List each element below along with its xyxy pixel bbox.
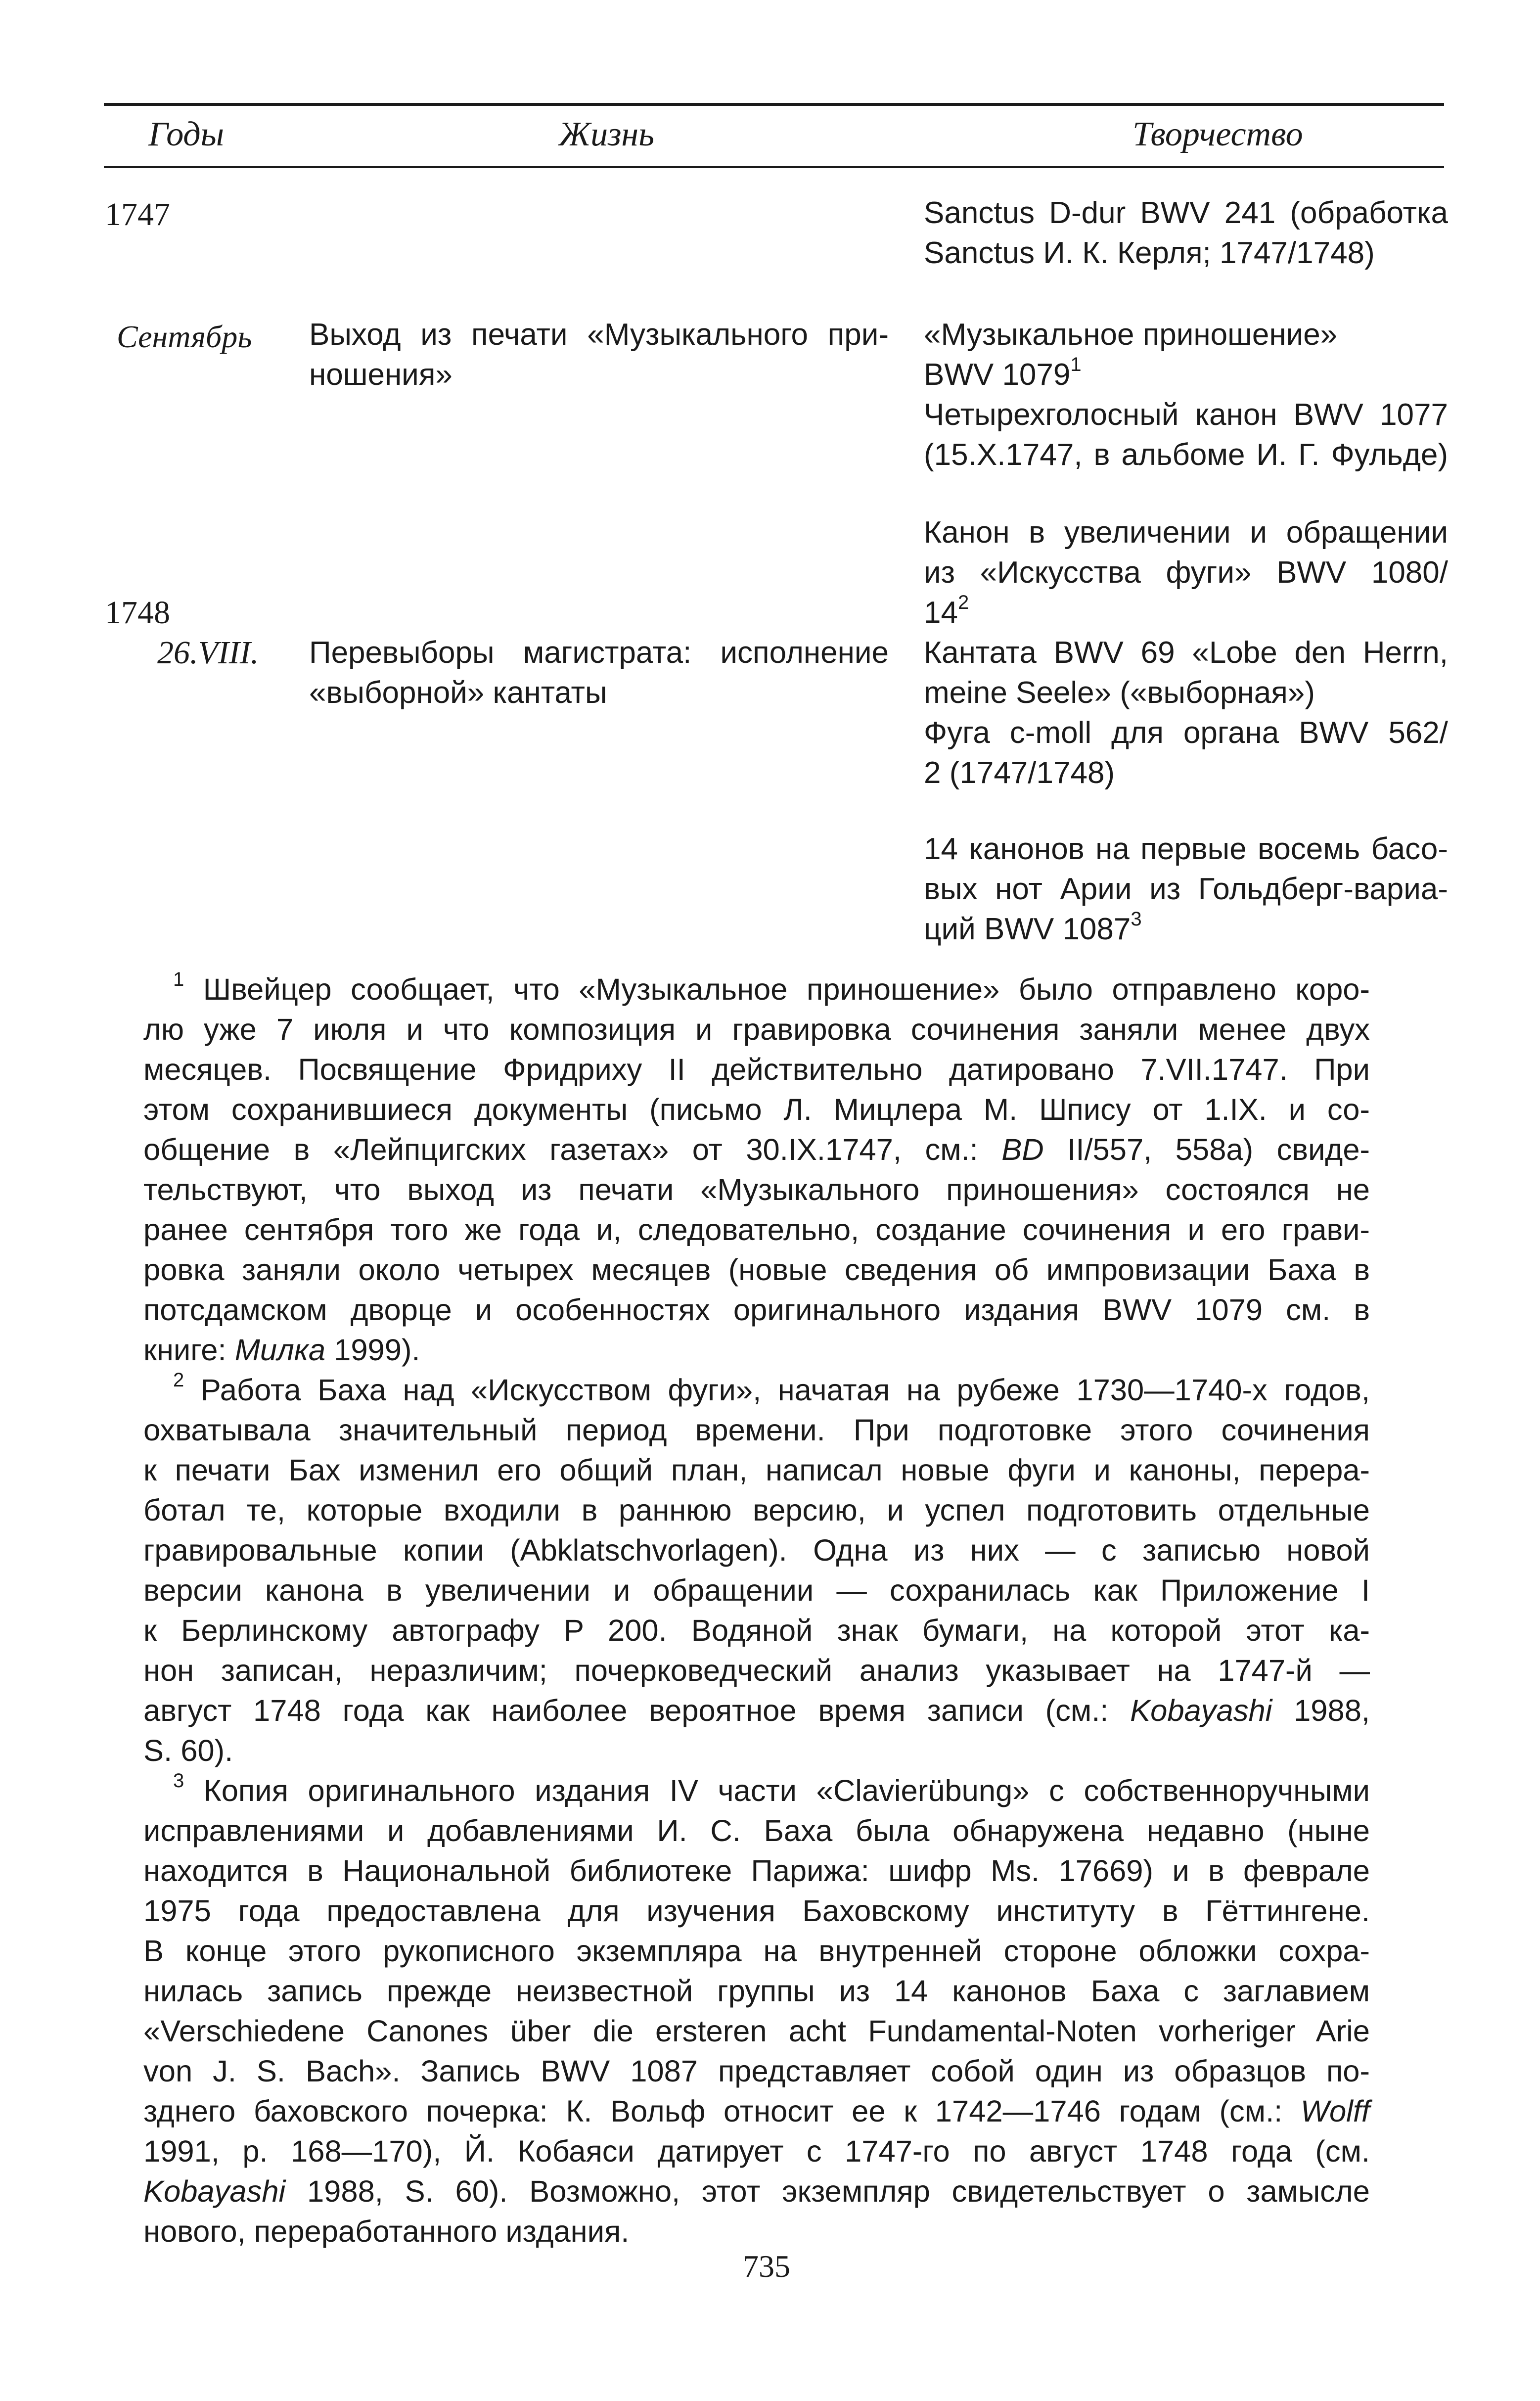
life-september-line: Выход из печати «Музыкального при-	[309, 318, 889, 352]
footnote-citation: Kobayashi	[143, 2174, 286, 2209]
footnote-line: лю уже 7 июля и что композиция и гравировка сочинения заняли менее двух	[143, 1013, 1370, 1047]
footnote-line: «Verschiedene Canones über die ersteren acht Fundamental-Noten vorheriger Arie	[143, 2014, 1370, 2048]
footnote-line: тельствуют, что выход из печати «Музыкального приношения» состоялся не	[143, 1173, 1370, 1207]
life-august	[309, 633, 889, 713]
footnote-line: месяцев. Посвящение Фридриху II действительно датировано 7.VII.1747. При	[143, 1053, 1370, 1087]
footnote-line: находится в Национальной библиотеке Парижа: шифр Ms. 17669) и в феврале	[143, 1854, 1370, 1888]
date-august: 26.VIII.	[157, 635, 259, 671]
page-number: 735	[743, 2249, 790, 2284]
footnote-text: зднего баховского почерка: К. Вольф относит ее к 1742—1746 годам (см.:	[143, 2094, 1301, 2128]
works-1747-line: Sanctus D-dur BWV 241 (обработка	[924, 196, 1448, 230]
header-life: Жизнь	[559, 115, 655, 153]
works-14-canons-line: вых нот Арии из Гольдберг-вариа-	[924, 872, 1448, 906]
year-1747: 1747	[105, 196, 170, 232]
works-14-canons	[924, 829, 1448, 949]
works-august-line: Кантата BWV 69 «Lobe den Herrn,	[924, 636, 1448, 670]
footnote-line: 1975 года предоставлена для изучения Баховскому институту в Гёттингене.	[143, 1894, 1370, 1928]
header-works: Творчество	[1132, 115, 1303, 153]
footnote-text: 1999).	[325, 1333, 420, 1367]
header-years: Годы	[148, 115, 225, 153]
footnote-citation: Милка	[234, 1333, 326, 1367]
footnote-line: к Берлинскому автографу P 200. Водяной знак бумаги, на которой этот ка-	[143, 1614, 1370, 1648]
footnote-line: von J. S. Bach». Запись BWV 1087 представляет собой один из образцов по-	[143, 2054, 1370, 2088]
works-14-canons-text: ций BWV 1087	[924, 912, 1131, 946]
works-september-line: (15.X.1747, в альбоме И. Г. Фульде)	[924, 438, 1448, 472]
footnote-line	[173, 1771, 1370, 1811]
header-top-rule	[104, 103, 1444, 106]
footnote-line: S. 60).	[143, 1734, 233, 1768]
footnote-line: 1991, p. 168—170), Й. Кобаяси датирует с 1747-го по август 1748 года (см.	[143, 2134, 1370, 2169]
life-august-line: «выборной» кантаты	[309, 676, 607, 710]
life-september	[309, 315, 889, 395]
footnote-text: август 1748 года как наиболее вероятное время записи (см.:	[143, 1694, 1131, 1728]
works-september-line: Четырехголосный канон BWV 1077	[924, 398, 1448, 432]
footnote-text: Работа Баха над «Искусством фуги», начатая на рубеже 1730—1740-х годов,	[200, 1373, 1370, 1407]
footnote-text: II/557, 558a) свиде-	[1043, 1133, 1370, 1167]
footnote-line	[143, 1691, 1370, 1731]
works-september-text: BWV 1079	[924, 358, 1071, 392]
footnote-text: 1988,	[1272, 1694, 1370, 1728]
footnote-citation: BD	[1001, 1133, 1044, 1167]
footnote-line	[143, 1130, 1370, 1170]
footnote-line: этом сохранившиеся документы (письмо Л. Мицлера М. Шпису от 1.IX. и со-	[143, 1093, 1370, 1127]
month-september: Сентябрь	[117, 319, 252, 354]
footnote-line: ровка заняли около четырех месяцев (новые сведения об импровизации Баха в	[143, 1253, 1370, 1287]
footnote-ref-2[interactable]: 2	[957, 592, 969, 613]
footnote-line: версии канона в увеличении и обращении — сохранилась как Приложение I	[143, 1573, 1370, 1608]
footnote-text: общение в «Лейпцигских газетах» от 30.IX.1747, см.:	[143, 1133, 1002, 1167]
works-1747	[924, 193, 1448, 273]
life-august-line: Перевыборы магистрата: исполнение	[309, 636, 889, 670]
works-canon	[924, 512, 1448, 633]
works-canon-text: 14	[924, 596, 958, 630]
footnote-line: нового, переработанного издания.	[143, 2215, 630, 2249]
works-september-line	[924, 355, 1448, 395]
works-14-canons-line: 14 канонов на первые восемь басо-	[924, 832, 1448, 866]
header-bottom-rule	[104, 166, 1444, 168]
works-september	[924, 315, 1448, 475]
footnote-citation: Wolff	[1300, 2094, 1370, 2128]
footnote-line: нон записан, неразличим; почерковедческий анализ указывает на 1747-й —	[143, 1654, 1370, 1688]
footnote-mark-2: 2	[173, 1369, 184, 1391]
works-canon-line: Канон в увеличении и обращении	[924, 515, 1448, 550]
footnote-line: исправлениями и добавлениями И. С. Баха была обнаружена недавно (ныне	[143, 1814, 1370, 1848]
works-canon-line	[924, 593, 1448, 633]
footnote-text: Швейцер сообщает, что «Музыкальное приношение» было отправлено коро-	[203, 972, 1370, 1007]
footnote-line	[143, 2171, 1370, 2212]
footnote-text: книге:	[143, 1333, 235, 1367]
works-1747-line: Sanctus И. К. Керля; 1747/1748)	[924, 236, 1375, 270]
footnote-text: 1988, S. 60). Возможно, этот экземпляр свидетельствует о замысле	[285, 2174, 1370, 2209]
footnote-line: ботал те, которые входили в раннюю версию, и успел подготовить отдельные	[143, 1493, 1370, 1527]
works-august-line: Фуга c-moll для органа BWV 562/	[924, 716, 1448, 750]
footnote-citation: Kobayashi	[1130, 1694, 1272, 1728]
footnote-line: гравировальные копии (Abklatschvorlagen). Одна из них — с записью новой	[143, 1533, 1370, 1568]
footnote-mark-3: 3	[173, 1770, 184, 1792]
works-august	[924, 633, 1448, 793]
life-september-line: ношения»	[309, 358, 453, 392]
works-august-line: meine Seele» («выборная»)	[924, 676, 1315, 710]
footnote-text: Копия оригинального издания IV части «Clavierübung» с собственноручными	[203, 1774, 1370, 1808]
footnote-line: В конце этого рукописного экземпляра на внутренней стороне обложки сохра-	[143, 1934, 1370, 1968]
footnote-line: потсдамском дворце и особенностях оригинального издания BWV 1079 см. в	[143, 1293, 1370, 1327]
footnote-line: охватывала значительный период времени. При подготовке этого сочинения	[143, 1413, 1370, 1447]
works-canon-line: из «Искусства фуги» BWV 1080/	[924, 555, 1448, 590]
footnote-mark-1: 1	[173, 969, 184, 990]
footnote-ref-3[interactable]: 3	[1131, 908, 1142, 930]
footnote-line	[143, 2091, 1370, 2131]
works-august-line: 2 (1747/1748)	[924, 756, 1115, 790]
footnote-ref-1[interactable]: 1	[1070, 354, 1082, 375]
footnote-line	[143, 1330, 1370, 1370]
footnote-line: нилась запись прежде неизвестной группы из 14 канонов Баха с заглавием	[143, 1974, 1370, 2008]
year-1748: 1748	[105, 595, 170, 631]
footnote-1	[143, 970, 1370, 2252]
footnote-line: ранее сентября того же года и, следовательно, создание сочинения и его грави-	[143, 1213, 1370, 1247]
works-september-line: «Музыкальное приношение»	[924, 318, 1338, 352]
footnote-line: к печати Бах изменил его общий план, написал новые фуги и каноны, перера-	[143, 1453, 1370, 1487]
footnote-line	[173, 970, 1370, 1010]
works-14-canons-line	[924, 909, 1448, 949]
footnote-line	[173, 1370, 1370, 1410]
